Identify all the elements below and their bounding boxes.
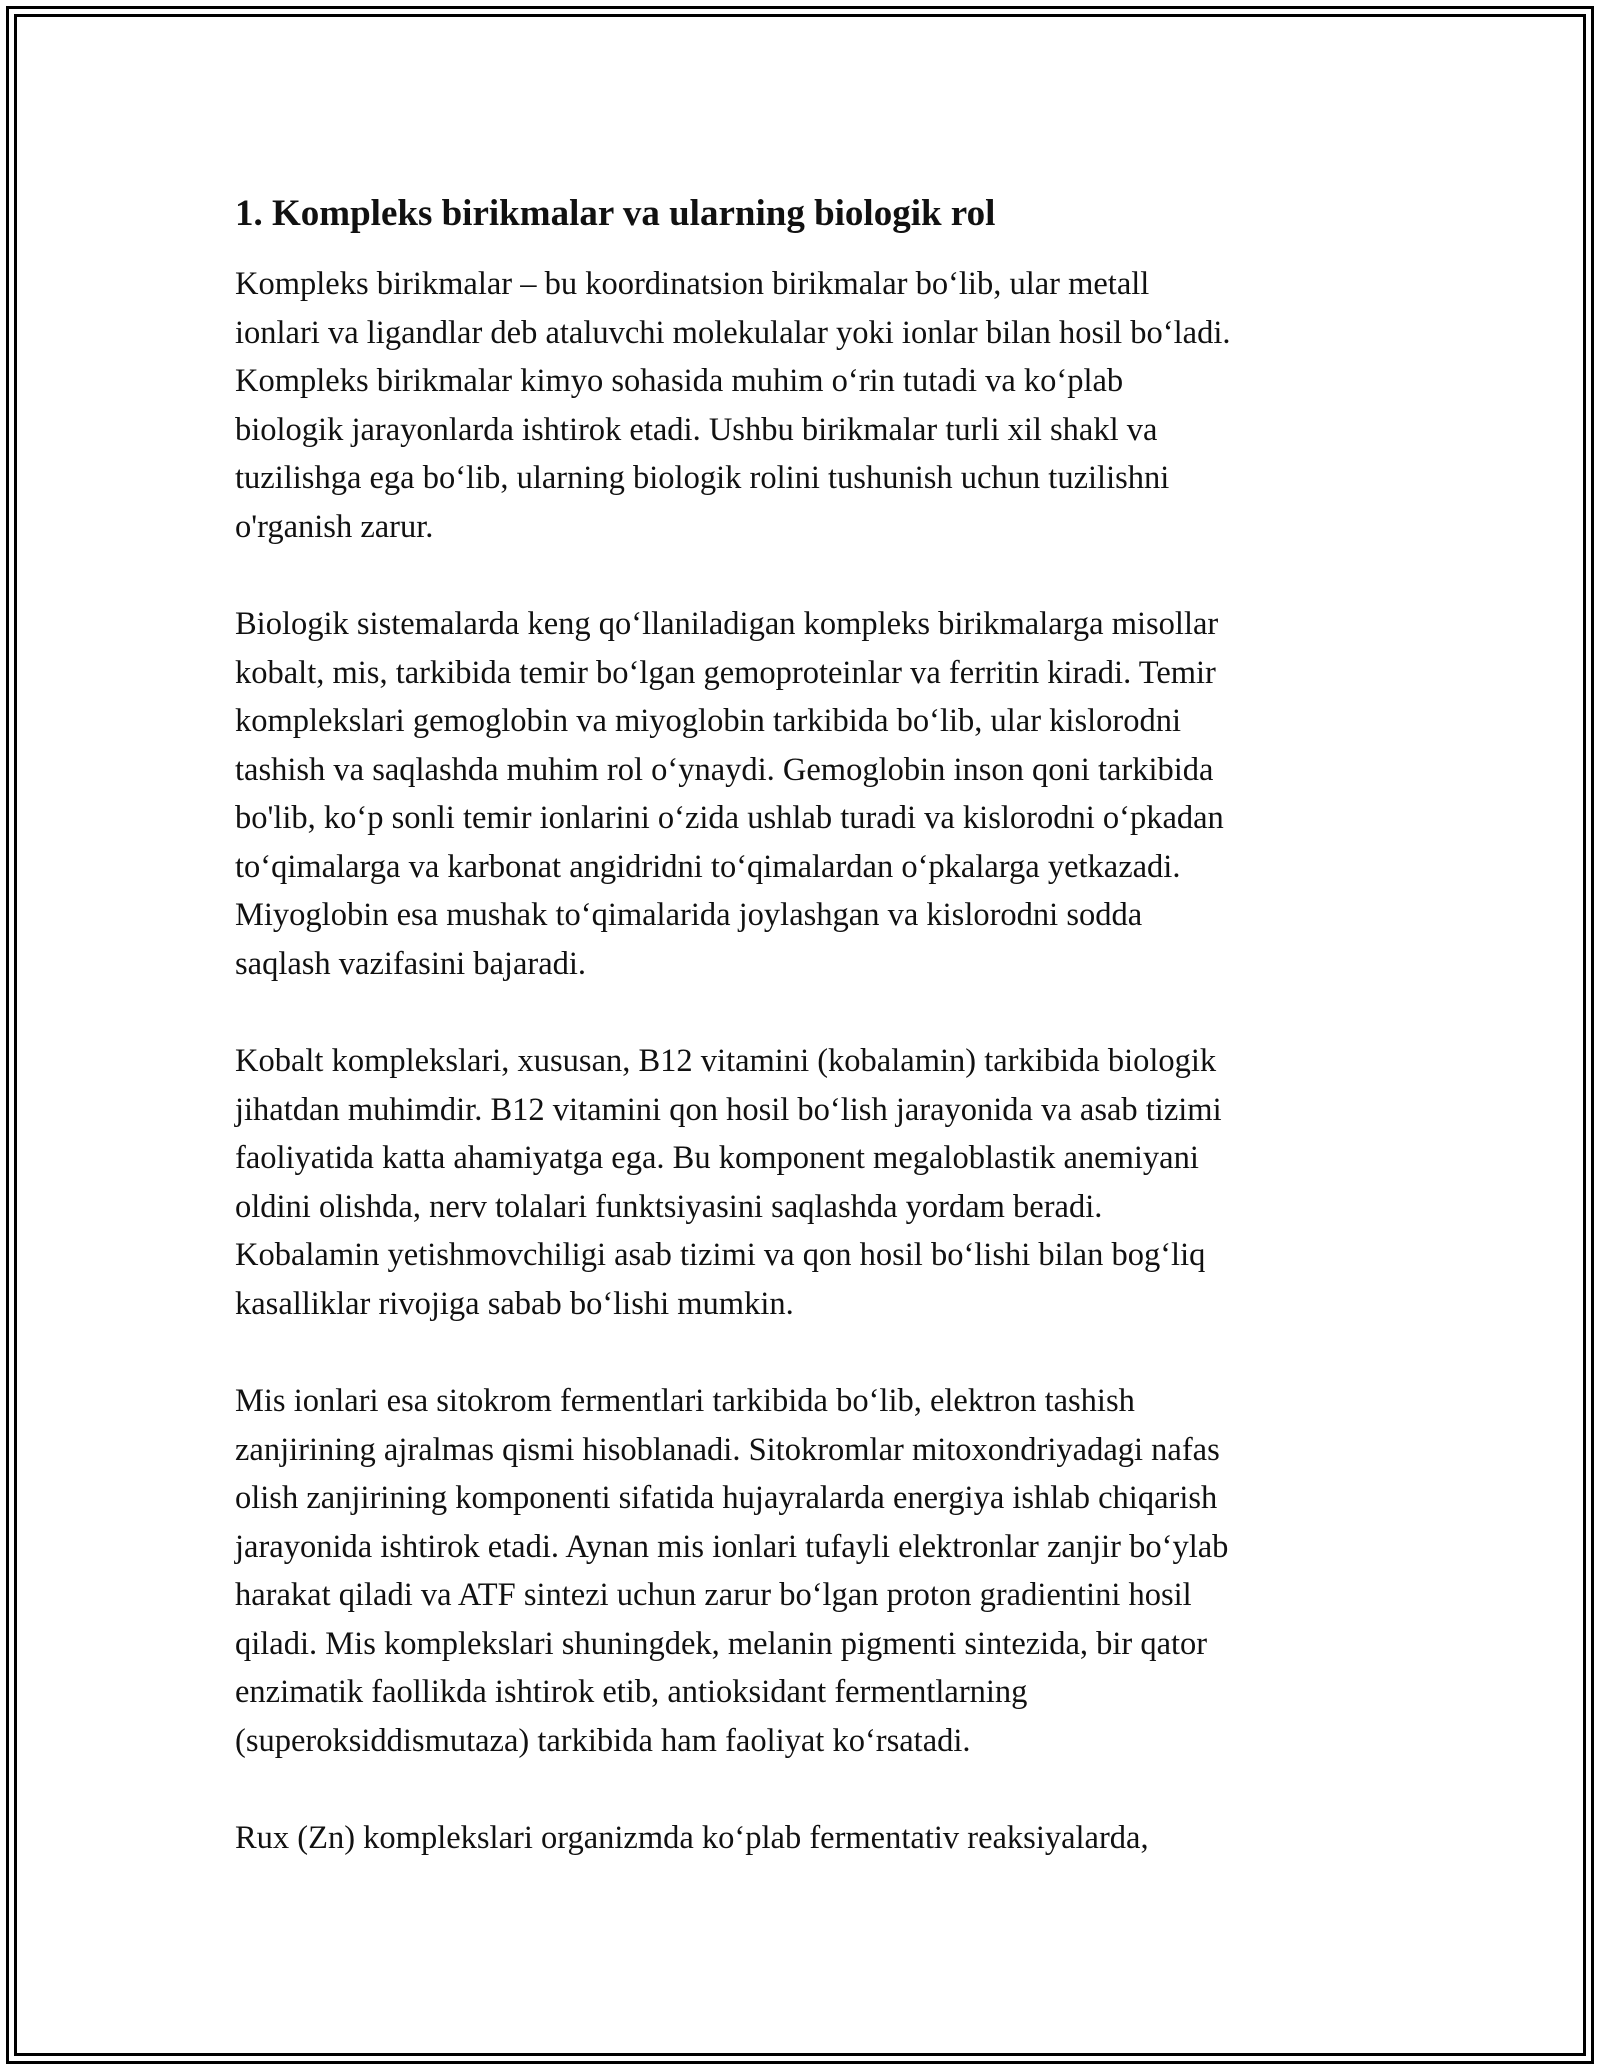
text-line: faoliyatida katta ahamiyatga ega. Bu komponent megaloblastik anemiyani — [235, 1140, 1199, 1176]
paragraph-iron-complexes — [235, 600, 1375, 988]
text-line: biologik jarayonlarda ishtirok etadi. Ushbu birikmalar turli xil shakl va — [235, 411, 1158, 448]
paragraph-zinc-complexes — [235, 1814, 1375, 1863]
text-line: Kobalamin yetishmovchiligi asab tizimi va qon hosil bo‘lishi bilan bog‘liq — [235, 1237, 1206, 1273]
text-line: Biologik sistemalarda keng qo‘llaniladigan kompleks birikmalarga misollar — [235, 606, 1219, 642]
text-line: Kompleks birikmalar kimyo sohasida muhim o‘rin tutadi va ko‘plab — [235, 363, 1124, 399]
text-line: jarayonida ishtirok etadi. Aynan mis ionlari tufayli elektronlar zanjir bo‘ylab — [235, 1528, 1229, 1565]
text-line: komplekslari gemoglobin va miyoglobin tarkibida bo‘lib, ular kislorodni — [235, 703, 1181, 739]
text-line: olish zanjirining komponenti sifatida hujayralarda energiya ishlab chiqarish — [235, 1480, 1218, 1516]
text-line: bo'lib, ko‘p sonli temir ionlarini o‘zida ushlab turadi va kislorodni o‘pkadan — [235, 800, 1224, 836]
text-line: kasalliklar rivojiga sabab bo‘lishi mumkin. — [235, 1285, 794, 1322]
text-line: zanjirining ajralmas qismi hisoblanadi. Sitokromlar mitoxondriyadagi nafas — [235, 1431, 1220, 1468]
text-line: saqlash vazifasini bajaradi. — [235, 945, 587, 982]
text-line: qiladi. Mis komplekslari shuningdek, melanin pigmenti sintezida, bir qator — [235, 1625, 1208, 1662]
text-line: oldini olishda, nerv tolalari funktsiyasini saqlashda yordam beradi. — [235, 1188, 1103, 1225]
text-line: Miyoglobin esa mushak to‘qimalarida joylashgan va kislorodni sodda — [235, 897, 1143, 933]
text-line: Mis ionlari esa sitokrom fermentlari tarkibida bo‘lib, elektron tashish — [235, 1383, 1135, 1419]
text-line: harakat qiladi va ATF sintezi uchun zarur bo‘lgan proton gradientini hosil — [235, 1577, 1192, 1613]
text-line: Kompleks birikmalar – bu koordinatsion birikmalar bo‘lib, ular metall — [235, 266, 1150, 302]
text-line: (superoksiddismutaza) tarkibida ham faoliyat ko‘rsatadi. — [235, 1722, 971, 1759]
text-line: tashish va saqlashda muhim rol o‘ynaydi. Gemoglobin inson qoni tarkibida — [235, 751, 1214, 788]
text-line: kobalt, mis, tarkibida temir bo‘lgan gemoproteinlar va ferritin kiradi. Temir — [235, 654, 1216, 691]
section-heading: 1. Kompleks birikmalar va ularning biologik rol — [235, 193, 996, 234]
document-body — [235, 184, 1375, 1912]
text-line: to‘qimalarga va karbonat angidridni to‘qimalardan o‘pkalarga yetkazadi. — [235, 848, 1181, 885]
text-line: Kobalt komplekslari, xususan, B12 vitamini (kobalamin) tarkibida biologik — [235, 1043, 1217, 1079]
text-line: tuzilishga ega bo‘lib, ularning biologik rolini tushunish uchun tuzilishni — [235, 460, 1170, 496]
paragraph-copper-complexes — [235, 1377, 1375, 1765]
text-line: enzimatik faollikda ishtirok etib, antioksidant fermentlarning — [235, 1674, 1028, 1710]
paragraph-intro — [235, 260, 1375, 551]
paragraph-cobalt-complexes — [235, 1037, 1375, 1328]
text-line: jihatdan muhimdir. B12 vitamini qon hosil bo‘lish jarayonida va asab tizimi — [235, 1091, 1222, 1128]
text-line: ionlari va ligandlar deb ataluvchi molekulalar yoki ionlar bilan hosil bo‘ladi. — [235, 314, 1231, 351]
text-line: o'rganish zarur. — [235, 508, 434, 545]
text-line: Rux (Zn) komplekslari organizmda ko‘plab fermentativ reaksiyalarda, — [235, 1820, 1149, 1856]
